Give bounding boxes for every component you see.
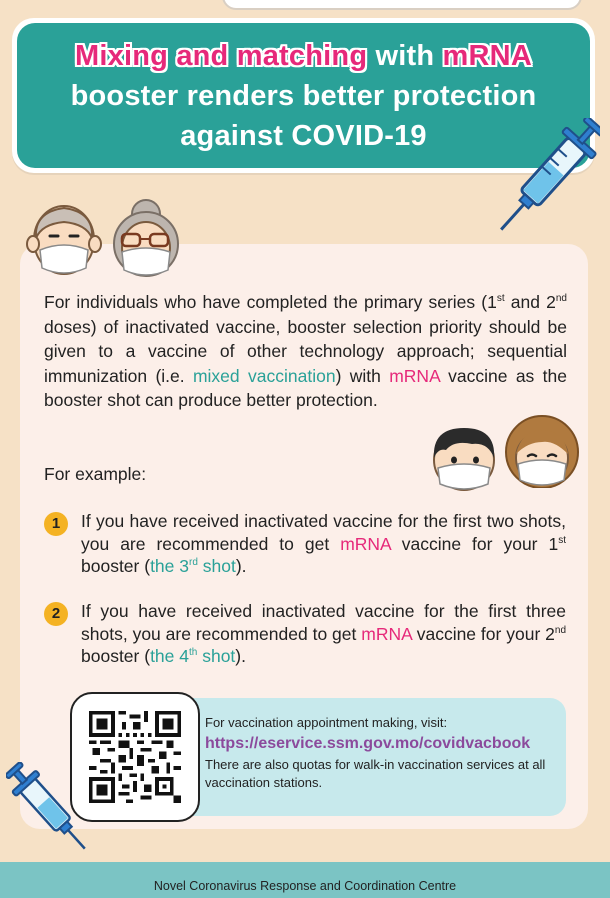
headline-line-3: against COVID-19 <box>180 119 427 152</box>
list-item <box>44 600 566 668</box>
boy-icon <box>424 420 504 492</box>
intro-text-4: ) with <box>335 365 390 386</box>
intro-paragraph <box>44 290 567 413</box>
intro-text-5: vaccine as the booster shot can produce better protection. <box>44 365 567 410</box>
list-item-text <box>81 600 566 668</box>
intro-mrna: mRNA <box>389 365 440 386</box>
headline-with: with <box>367 39 443 72</box>
item-text-1: If you have received inactivated vaccine for the first three shots, you are recommended to get <box>81 601 566 644</box>
item-mrna: mRNA <box>361 623 412 644</box>
item-shot-a: the 4 <box>150 646 189 666</box>
number-badge: 1 <box>44 512 68 536</box>
example-label: For example: <box>44 464 147 484</box>
footer-text: Novel Coronavirus Response and Coordination Centre <box>153 879 457 893</box>
top-tab-decoration <box>222 0 582 10</box>
elderly-woman-icon <box>104 194 186 280</box>
headline-line-2: booster renders better protection <box>70 79 537 112</box>
intro-text-2: and 2 <box>504 292 556 312</box>
syringe-icon <box>488 118 600 246</box>
item-shot-b: shot <box>197 556 236 576</box>
footer-bar <box>0 862 610 898</box>
intro-text-1: For individuals who have completed the primary series (1 <box>44 292 497 312</box>
info-text <box>205 714 561 792</box>
info-line-1: For vaccination appointment making, visit: <box>205 715 448 730</box>
intro-sup-1: st <box>496 293 505 305</box>
item-sup-2: rd <box>189 557 198 569</box>
item-mrna: mRNA <box>340 533 391 554</box>
syringe-small-icon <box>6 762 94 858</box>
intro-text-3: doses) of inactivated vaccine, booster selection priority should be given to a vaccine of other technology approach; sequential immunization (i.e. <box>44 316 567 386</box>
item-sup-1: nd <box>554 624 567 636</box>
number-badge: 2 <box>44 602 68 626</box>
qr-code[interactable] <box>89 711 181 803</box>
headline-mrna: mRNA <box>442 39 532 72</box>
item-text-4: ). <box>235 556 247 576</box>
booking-link[interactable]: https://eservice.ssm.gov.mo/covidvacbook <box>205 735 531 752</box>
item-shot-b: shot <box>197 646 236 666</box>
intro-mixed-vaccination: mixed vaccination <box>192 365 336 386</box>
item-text-2: vaccine for your 1 <box>390 533 559 554</box>
item-text-3: booster ( <box>81 646 151 666</box>
item-shot-a: the 3 <box>150 556 189 576</box>
item-text-1: If you have received inactivated vaccine for the first two shots, you are recommended to get <box>81 511 566 554</box>
item-text-4: ). <box>235 646 246 666</box>
headline-line-1 <box>75 36 532 76</box>
info-line-3: There are also quotas for walk-in vaccination services at all vaccination stations. <box>205 757 546 790</box>
elderly-man-icon <box>24 198 106 280</box>
girl-icon <box>502 412 582 488</box>
item-text-3: booster ( <box>81 556 151 576</box>
headline-highlight: Mixing and matching <box>75 39 368 72</box>
intro-sup-2: nd <box>555 293 567 305</box>
item-sup-2: th <box>189 647 198 659</box>
item-sup-1: st <box>558 534 567 546</box>
item-text-2: vaccine for your 2 <box>411 623 555 644</box>
list-item <box>44 510 566 578</box>
list-item-text <box>81 510 566 578</box>
